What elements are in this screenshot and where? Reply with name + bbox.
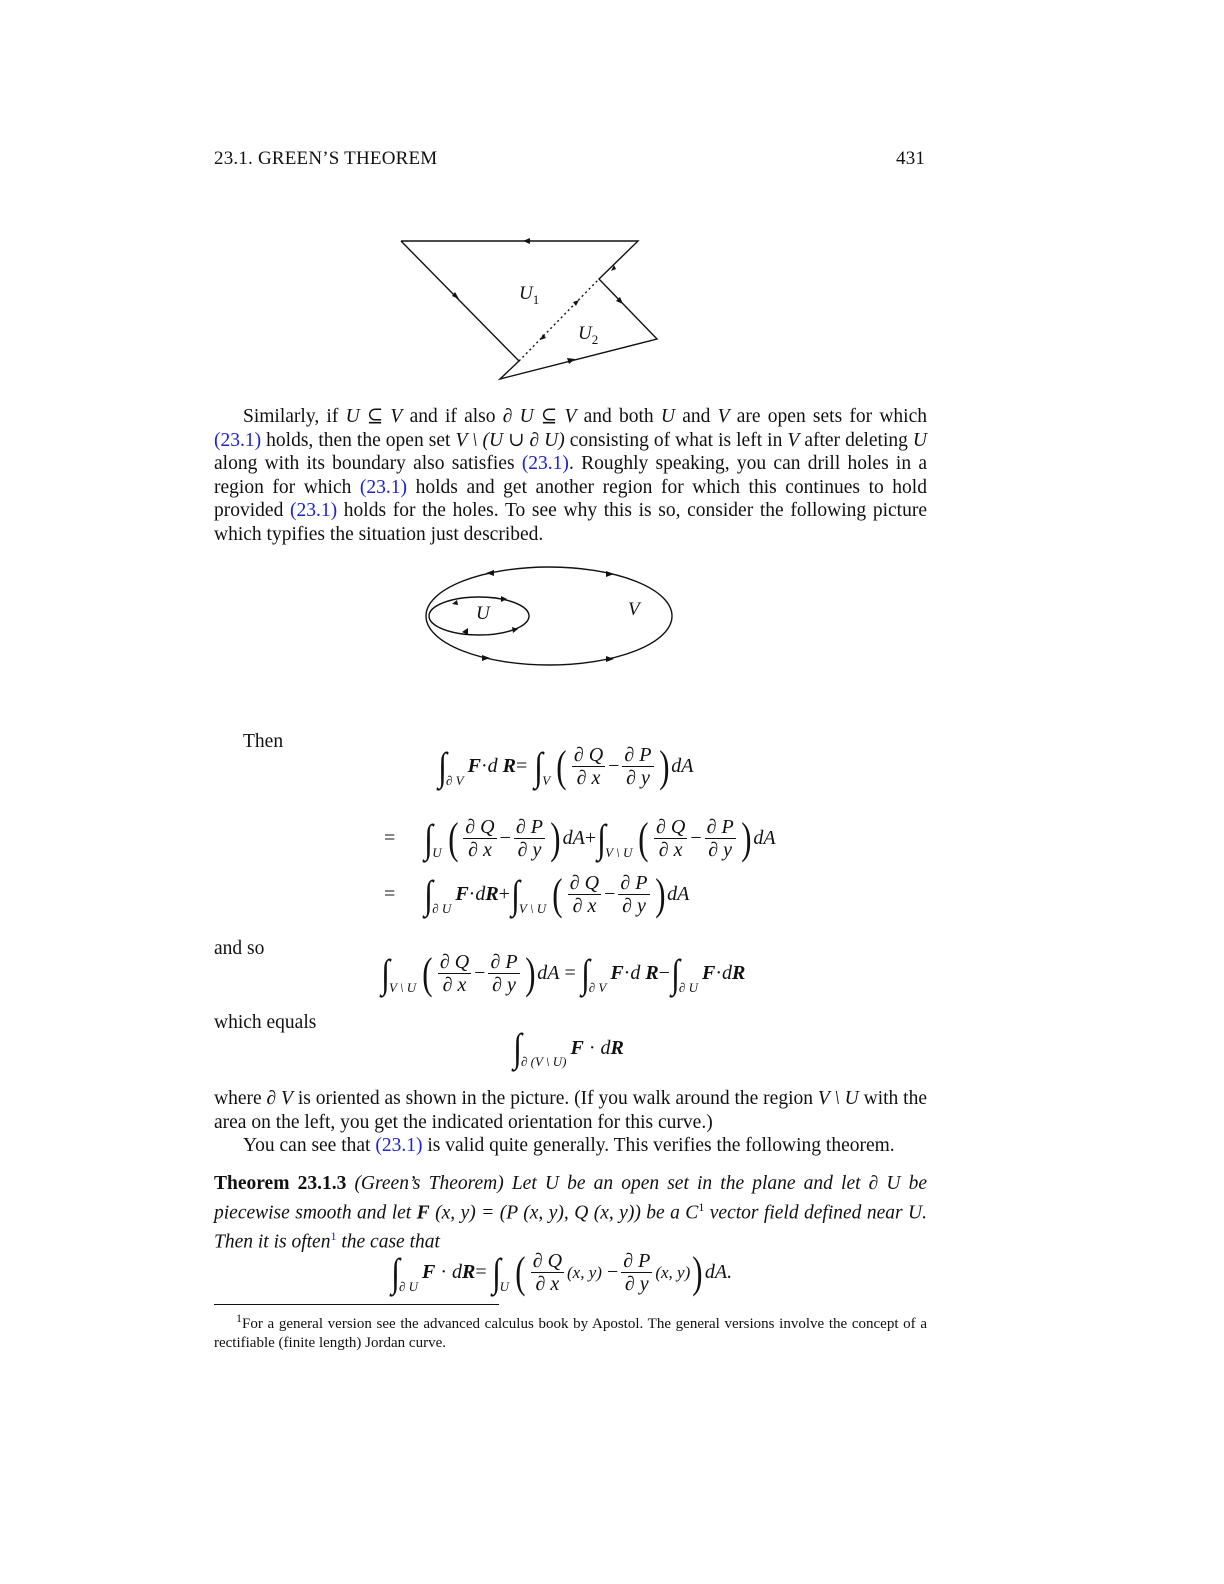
arrow-outer-bottom-right [606,656,614,662]
region-hole-diagram [420,560,680,672]
theorem-title: Theorem 23.1.3 [214,1173,347,1194]
arrow-bottom [567,358,575,364]
equation-split-regions: = ∫ U ( $\frac{\partial Q}{\partial x}$ − $\frac{\partial P}{\partial y}$ ) dA + ∫ V \ U ( $\frac{\partial Q}{\partial x}$ − $\frac{\partial P}{\partial y}$ ) dA [384,813,776,863]
arrow-inner-top [501,596,507,602]
equation-ref[interactable]: (23.1) [289,500,338,522]
label-u1: $U_1$ [519,283,540,307]
label-which-equals: which equals [214,1012,317,1033]
arrow-outer-top-left [486,570,494,576]
arrow-inner-left [452,600,458,605]
equation-ref[interactable]: (23.1) [359,476,408,498]
label-v: V [628,599,640,620]
arrow-dotted-up [573,300,579,306]
arrow-outer-top-right [606,571,614,577]
equation-ref[interactable]: (23.1) [214,429,262,451]
equation-boundary-vu: ∫ ∂ (V \ U) F · d R [513,1025,624,1070]
page-number: 431 [896,148,926,169]
figure-region-with-hole [420,560,680,672]
arrow-top [523,238,530,244]
footnote-rule [214,1304,499,1305]
label-u: U [476,603,490,624]
equation-difference: ∫ V \ U ( $\frac{\partial Q}{\partial x}$ − $\frac{\partial P}{\partial y}$ ) dA = ∫ ∂ V F · d R − ∫ ∂ U F · d R [381,948,746,998]
label-u2: $U_2$ [578,323,599,347]
paragraph-orientation: where ∂ V is oriented as shown in the picture. (If you walk around the region V \ U with the area on the left, you get the indicated orientation for this curve.) You can see that (23.1) is valid quite generally. This verifies the following theorem. [214,1088,927,1157]
label-then: Then [243,731,284,752]
triangle-regions-diagram [380,225,680,395]
theorem-greens: Theorem 23.1.3 (Green’s Theorem) Let U be an open set in the plane and let ∂ U be piecewise smooth and let F (x, y) = (P (x, y), Q (x, y)) be a $C^1$ vector field defined near U. Then it is often$^1$ the case that [214,1173,927,1253]
footnote-mark[interactable]: 1 [330,1228,337,1243]
equation-ref[interactable]: (23.1) [521,453,569,475]
equation-green-v: ∫ ∂ V F · d R = ∫ V ( $\frac{\partial Q}{\partial x}$ − $\frac{\partial P}{\partial y}$ ) dA [438,741,694,791]
label-and-so: and so [214,938,265,959]
equation-greens-theorem: ∫ ∂ U F · d R = ∫ U ( $\frac{\partial Q}{\partial x}$ (x, y) − $\frac{\partial P}{\partial y}$ (x, y) ) dA. [391,1247,733,1297]
running-header: 23.1. GREEN’S THEOREM [214,148,438,169]
paragraph-holes: Similarly, if U ⊆ V and if also ∂ U ⊆ V and both U and V are open sets for which (23.1) holds, then the open set V \ (U ∪ ∂ U) consisting of what is left in V after deleting U along with its boundary also satisfies (23.1). Roughly speaking, you can drill holes in a region for which (23.1) holds and get another region for which this continues to hold provided (23.1) holds for the holes. To see why this is so, consider the following picture which typifies the situation just described. [214,406,928,545]
equation-boundary-u: = ∫ ∂ U F · d R + ∫ V \ U ( $\frac{\partial Q}{\partial x}$ − $\frac{\partial P}{\partial y}$ ) dA [384,869,690,919]
figure-triangle-regions [380,225,680,395]
footnote: $^1$For a general version see the advanced calculus book by Apostol. The general versions involve the concept of a rectifiable (finite length) Jordan curve. [214,1311,927,1351]
arrow-outer-bottom-left [482,655,490,661]
equation-ref[interactable]: (23.1) [375,1135,423,1157]
